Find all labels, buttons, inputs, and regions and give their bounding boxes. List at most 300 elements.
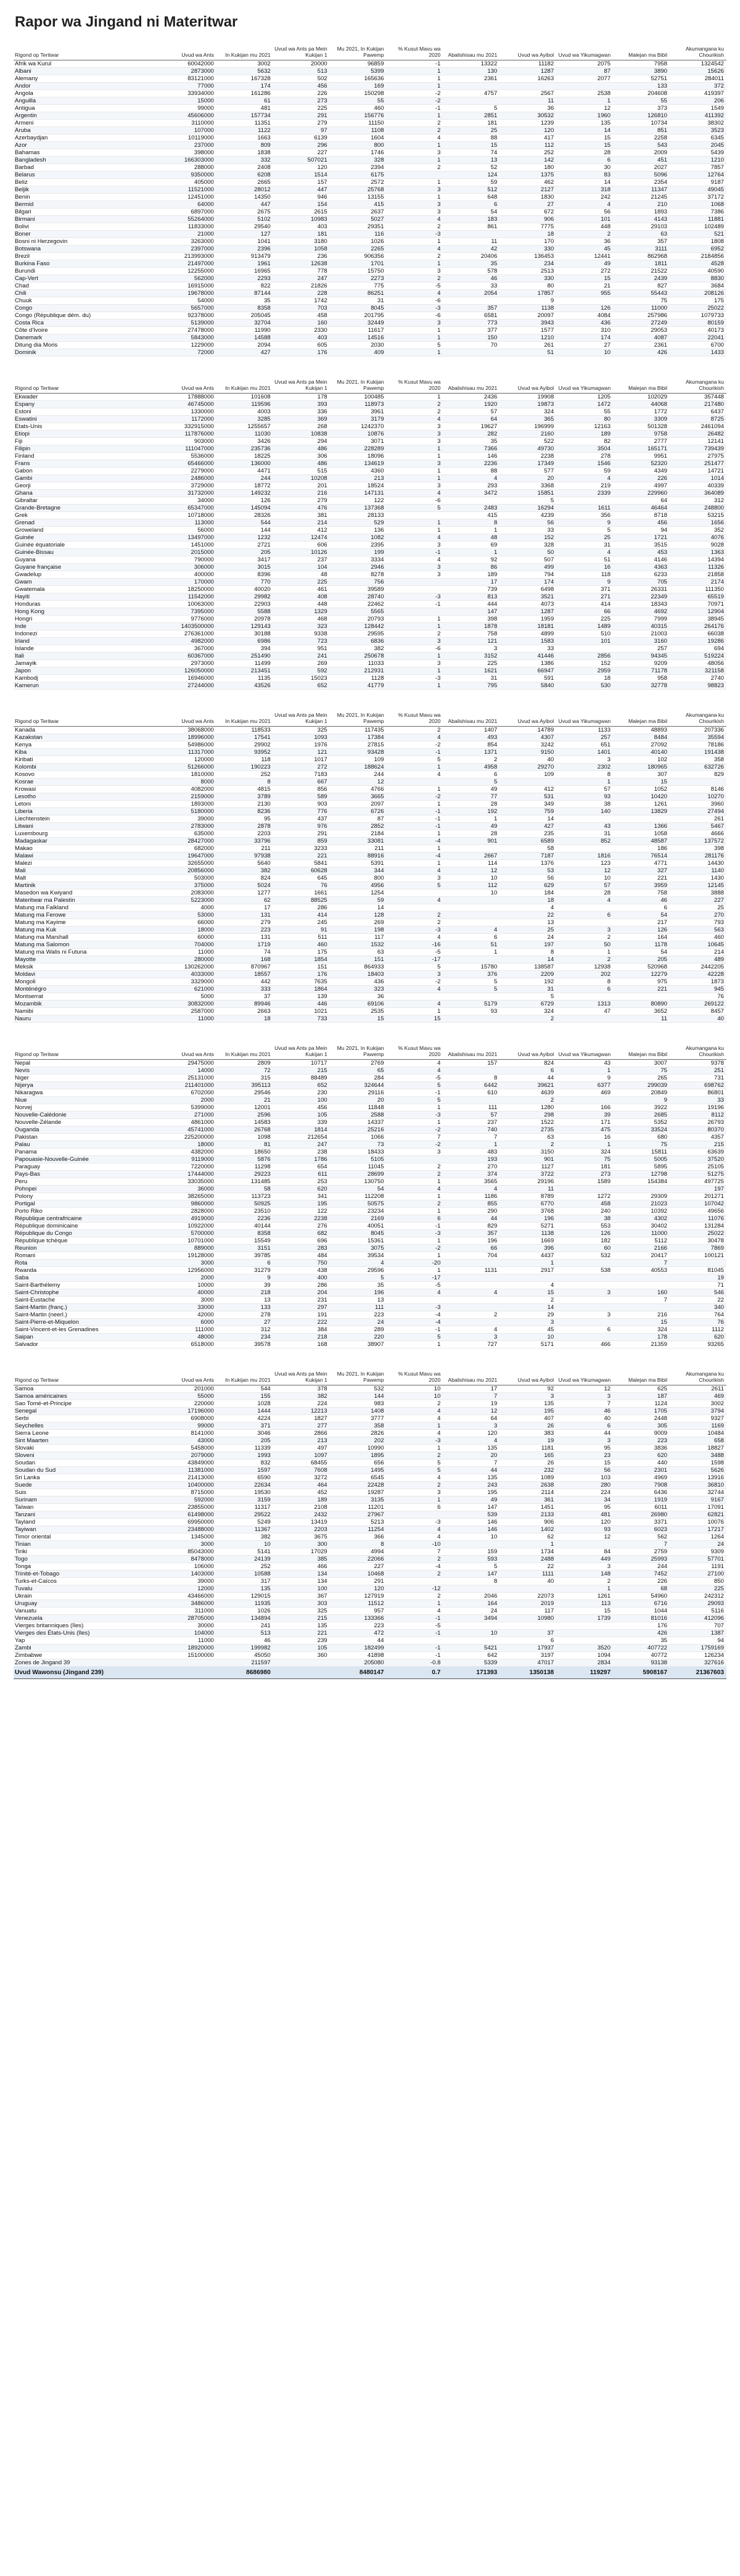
table-cell: 632726 <box>670 764 726 771</box>
table-cell: 22462 <box>330 601 387 608</box>
table-cell: 307 <box>613 771 670 778</box>
table-cell: 27967 <box>330 1511 387 1519</box>
table-row <box>14 105 726 112</box>
table-cell: 19 <box>500 1437 556 1445</box>
column-header: Akumangana ku Chourikish <box>670 378 726 394</box>
table-cell: -2 <box>387 793 443 801</box>
table-cell: 25993 <box>613 1556 670 1563</box>
table-cell: 1430 <box>670 875 726 882</box>
table-cell: 4 <box>387 134 443 142</box>
table-cell: 184 <box>500 890 556 897</box>
table-row <box>14 1519 726 1526</box>
table-row <box>14 601 726 608</box>
table-cell: 1066 <box>330 1134 387 1141</box>
table-cell: 1742 <box>273 297 330 305</box>
table-cell: 324 <box>613 1326 670 1334</box>
table-cell: 5000 <box>160 993 216 1001</box>
table-cell: 1124 <box>613 1400 670 1408</box>
table-cell: 100 <box>273 1097 330 1104</box>
table-cell: 11521000 <box>160 186 216 194</box>
table-cell: 12163 <box>556 423 613 431</box>
table-cell: 31 <box>443 675 500 682</box>
table-cell: 361 <box>500 1496 556 1504</box>
table-header <box>14 44 726 60</box>
territory-name: Azor <box>14 142 160 149</box>
table-cell: 4 <box>387 1526 443 1534</box>
table-cell: 501328 <box>613 423 670 431</box>
table-cell: 9338 <box>273 630 330 638</box>
table-cell: 635000 <box>160 830 216 838</box>
table-cell: -6 <box>387 297 443 305</box>
territory-name: Tinian <box>14 1541 160 1548</box>
table-cell: 19627 <box>443 423 500 431</box>
table-cell: 25 <box>443 127 500 134</box>
table-cell: 28012 <box>216 186 273 194</box>
table-cell: 3002 <box>670 1400 726 1408</box>
table-cell: 373 <box>613 105 670 112</box>
table-cell: 5 <box>556 527 613 534</box>
table-cell: 507021 <box>273 157 330 164</box>
table-row <box>14 808 726 815</box>
territory-name: Vierges britanniques (îles) <box>14 1622 160 1630</box>
table-cell: 4899 <box>500 630 556 638</box>
table-cell: 3002 <box>216 60 273 68</box>
table-cell: 4982000 <box>160 638 216 645</box>
table-cell: 12638 <box>273 260 330 268</box>
table-cell: 15851 <box>500 490 556 497</box>
table-cell: -2 <box>387 978 443 986</box>
territory-name: Japon <box>14 667 160 675</box>
table-cell: 2 <box>387 223 443 231</box>
table-section <box>14 711 726 1023</box>
table-cell <box>387 904 443 912</box>
table-cell: 5 <box>387 756 443 764</box>
table-cell: 2019 <box>500 1600 556 1608</box>
table-cell: 204 <box>273 1289 330 1297</box>
table-cell <box>500 1622 556 1630</box>
table-cell: 137572 <box>670 838 726 845</box>
table-cell: 32704 <box>216 320 273 327</box>
territory-name: Sao Tomé-et-Principe <box>14 1400 160 1408</box>
table-cell: 225200000 <box>160 1134 216 1141</box>
table-cell: 29351 <box>330 223 387 231</box>
table-cell: 8000 <box>160 778 216 786</box>
table-cell: 174 <box>500 579 556 586</box>
table-cell: 305 <box>613 1422 670 1430</box>
table-cell <box>613 815 670 823</box>
table-cell: 61498000 <box>160 1511 216 1519</box>
table-cell: -3 <box>387 593 443 601</box>
table-cell: 1345000 <box>160 1534 216 1541</box>
table-cell: 412096 <box>670 1615 726 1622</box>
territory-name: Niger <box>14 1075 160 1082</box>
table-cell: 1 <box>500 1541 556 1548</box>
table-cell: 4 <box>387 1415 443 1422</box>
table-cell: 543 <box>613 142 670 149</box>
table-row <box>14 231 726 238</box>
table-cell: 221 <box>613 875 670 882</box>
table-cell: 1 <box>387 112 443 120</box>
table-cell: 3242 <box>500 741 556 749</box>
table-cell: 216 <box>273 490 330 497</box>
table-cell: 66 <box>443 1245 500 1252</box>
header-row <box>14 378 726 394</box>
column-header: Malejan ma Bibil <box>613 378 670 394</box>
table-cell: 4 <box>556 475 613 482</box>
table-cell: 52 <box>443 164 500 171</box>
table-row <box>14 1645 726 1652</box>
table-cell: 1232 <box>216 534 273 542</box>
table-cell: 3071 <box>330 438 387 445</box>
territory-table <box>14 1369 726 1679</box>
table-cell: 134 <box>273 1571 330 1578</box>
table-cell: 205045 <box>216 312 273 320</box>
table-cell: 63 <box>613 231 670 238</box>
table-cell: 150298 <box>330 90 387 97</box>
table-row <box>14 1526 726 1534</box>
territory-name: Malawi <box>14 852 160 860</box>
territory-name: Peru <box>14 1178 160 1186</box>
table-cell: 248800 <box>670 505 726 512</box>
table-cell: 414 <box>556 601 613 608</box>
table-cell: 461 <box>273 586 330 593</box>
table-row <box>14 1282 726 1289</box>
table-row <box>14 1082 726 1089</box>
table-cell: 17541 <box>216 734 273 741</box>
table-cell: 300 <box>273 1541 330 1548</box>
table-cell: 1838 <box>216 149 273 157</box>
table-cell: 117876000 <box>160 431 216 438</box>
table-cell: 43526 <box>216 682 273 690</box>
table-cell: 409 <box>330 349 387 357</box>
table-cell: 87 <box>556 68 613 75</box>
table-cell: 2 <box>387 127 443 134</box>
table-cell: 12 <box>556 1534 613 1541</box>
table-cell: 460 <box>670 934 726 941</box>
table-cell: 62821 <box>670 1511 726 1519</box>
table-cell: 135 <box>556 120 613 127</box>
table-row <box>14 927 726 934</box>
table-row <box>14 1504 726 1511</box>
territory-name: Dominik <box>14 349 160 357</box>
column-header: Abalishisau mu 2021 <box>443 711 500 727</box>
territory-name: Argentin <box>14 112 160 120</box>
table-cell: 23 <box>556 1452 613 1459</box>
table-cell: 8236 <box>216 808 273 815</box>
table-cell: 1408 <box>330 1408 387 1415</box>
table-cell: 38265000 <box>160 1193 216 1200</box>
table-row <box>14 453 726 460</box>
table-cell: 32778 <box>613 682 670 690</box>
table-cell <box>443 919 500 927</box>
table-cell: 12141 <box>670 438 726 445</box>
header-row <box>14 1044 726 1060</box>
table-cell: 680 <box>613 1134 670 1141</box>
table-cell: 3075 <box>330 1245 387 1252</box>
table-cell: 800 <box>330 875 387 882</box>
table-cell: 733 <box>273 1015 330 1023</box>
table-row <box>14 875 726 882</box>
table-cell: 5005 <box>613 1156 670 1163</box>
table-cell: 2361 <box>613 342 670 349</box>
table-cell: 106000 <box>160 1563 216 1571</box>
territory-name: Itali <box>14 653 160 660</box>
table-row <box>14 964 726 971</box>
table-cell: 1242370 <box>330 423 387 431</box>
table-cell: 360 <box>273 1652 330 1659</box>
territory-name: Niue <box>14 1097 160 1104</box>
table-cell: 14430 <box>670 860 726 867</box>
table-cell: 4 <box>387 986 443 993</box>
table-cell: 228 <box>273 290 330 297</box>
table-cell: 20 <box>500 475 556 482</box>
table-cell: 2408 <box>216 164 273 171</box>
table-row <box>14 408 726 416</box>
table-cell: 6897000 <box>160 208 216 216</box>
territory-name: Liechtenstein <box>14 815 160 823</box>
table-cell: 10990 <box>330 1445 387 1452</box>
table-cell: 15 <box>443 142 500 149</box>
table-cell: 51 <box>500 349 556 357</box>
table-cell: 1 <box>387 453 443 460</box>
table-cell: 315 <box>216 1075 273 1082</box>
table-cell: 16946000 <box>160 675 216 682</box>
table-cell: 51275 <box>670 1171 726 1178</box>
table-cell: 3960 <box>670 801 726 808</box>
table-cell: -4 <box>387 1311 443 1319</box>
table-cell: 18 <box>500 231 556 238</box>
table-cell: 827 <box>613 283 670 290</box>
table-row <box>14 445 726 453</box>
table-cell: 14337 <box>330 1119 387 1126</box>
table-cell: 12956000 <box>160 1267 216 1274</box>
table-cell: 889000 <box>160 1245 216 1252</box>
table-cell: -2 <box>387 1126 443 1134</box>
table-cell: 56 <box>556 1467 613 1474</box>
table-cell: 521 <box>670 231 726 238</box>
table-cell: 1 <box>387 1008 443 1015</box>
table-cell: 436 <box>330 978 387 986</box>
table-cell: 11351 <box>216 120 273 127</box>
territory-name: Zimbabwe <box>14 1652 160 1659</box>
table-cell: 1816 <box>556 852 613 860</box>
table-cell: 252 <box>500 149 556 157</box>
table-cell: 23855000 <box>160 1504 216 1511</box>
table-cell: 10718000 <box>160 512 216 519</box>
table-cell: 18403 <box>330 971 387 978</box>
table-cell: 235 <box>500 830 556 838</box>
table-cell: 3 <box>387 564 443 571</box>
table-row <box>14 867 726 875</box>
table-cell: 18433 <box>330 1149 387 1156</box>
table-cell: 419397 <box>670 90 726 97</box>
table-cell: 20097 <box>500 312 556 320</box>
table-cell: 224 <box>273 1400 330 1408</box>
table-cell: 175 <box>273 949 330 956</box>
table-cell: 10701000 <box>160 1237 216 1245</box>
table-cell: 2075 <box>556 60 613 68</box>
territory-name: Nauru <box>14 1015 160 1023</box>
table-cell: 15 <box>556 1459 613 1467</box>
table-cell: 3 <box>556 756 613 764</box>
table-cell: 12213 <box>273 1408 330 1415</box>
table-cell: 111 <box>330 1304 387 1311</box>
table-cell <box>613 1282 670 1289</box>
table-cell: -0.8 <box>387 1659 443 1667</box>
table-cell: 2873000 <box>160 68 216 75</box>
column-header: Uvud wa Yikumagwan <box>556 711 613 727</box>
table-cell: 462 <box>500 179 556 186</box>
table-row <box>14 564 726 571</box>
table-cell: 11881 <box>670 216 726 223</box>
table-cell: 4 <box>387 416 443 423</box>
table-cell: 25105 <box>670 1163 726 1171</box>
table-cell: 658 <box>670 1437 726 1445</box>
table-cell: 955 <box>556 290 613 297</box>
territory-name: Venezuela <box>14 1615 160 1622</box>
table-cell: 4 <box>387 1534 443 1541</box>
column-header: Uvud wa Ants <box>160 44 216 60</box>
table-cell: 6208 <box>216 171 273 179</box>
table-cell: 1864 <box>273 986 330 993</box>
table-row <box>14 675 726 682</box>
table-cell: 49 <box>443 823 500 830</box>
table-row <box>14 179 726 186</box>
table-row <box>14 1341 726 1348</box>
table-cell: 1052 <box>613 786 670 793</box>
table-cell: -3 <box>387 1230 443 1237</box>
table-cell <box>500 778 556 786</box>
column-header: % Kusut Mavu wa 2020 <box>387 711 443 727</box>
table-cell: 35 <box>216 297 273 305</box>
territory-name: Tayiwan <box>14 1526 160 1534</box>
table-row <box>14 786 726 793</box>
territory-name: Guyana <box>14 556 160 564</box>
table-cell: 1811 <box>613 260 670 268</box>
territory-name: Palau <box>14 1141 160 1149</box>
table-cell: 46 <box>556 1408 613 1415</box>
table-cell: 240 <box>556 1208 613 1215</box>
table-cell: 2 <box>387 120 443 127</box>
table-cell <box>443 993 500 1001</box>
table-cell: 682000 <box>160 845 216 852</box>
territory-name: Saint-Martin (franç.) <box>14 1304 160 1311</box>
table-row <box>14 120 726 127</box>
table-cell: 129015 <box>216 1593 273 1600</box>
table-cell: 277 <box>273 1422 330 1430</box>
table-cell: 1375 <box>500 171 556 179</box>
territory-name: Pohnpei <box>14 1186 160 1193</box>
table-cell: 28705000 <box>160 1615 216 1622</box>
column-header: Mu 2021, In Kukijan Pawemp <box>330 1369 387 1385</box>
table-cell: 2828000 <box>160 1208 216 1215</box>
table-cell: 1532 <box>330 941 387 949</box>
table-cell: 27244000 <box>160 682 216 690</box>
table-cell: 55000 <box>160 1393 216 1400</box>
table-cell: 10 <box>443 875 500 882</box>
table-cell: 46 <box>613 897 670 904</box>
table-cell: 378 <box>273 1385 330 1393</box>
table-cell: 382 <box>216 1534 273 1541</box>
table-cell <box>556 1282 613 1289</box>
table-row <box>14 801 726 808</box>
table-cell: 61 <box>216 97 273 105</box>
table-cell: -2 <box>387 90 443 97</box>
table-cell: 1330000 <box>160 408 216 416</box>
table-cell: 620 <box>670 1334 726 1341</box>
table-cell: 703 <box>273 305 330 312</box>
table-cell: 88525 <box>273 897 330 904</box>
table-cell: 205 <box>216 1437 273 1445</box>
table-cell: 1 <box>387 334 443 342</box>
table-cell: 271 <box>556 593 613 601</box>
table-cell: 1181 <box>500 1445 556 1452</box>
table-cell: 48 <box>443 534 500 542</box>
table-cell: 440 <box>613 1459 670 1467</box>
table-cell: 1 <box>443 949 500 956</box>
table-cell: 7 <box>613 1297 670 1304</box>
table-cell: 3 <box>556 927 613 934</box>
table-cell: 2769 <box>330 1060 387 1067</box>
table-cell: 682 <box>273 1230 330 1237</box>
table-cell: 50 <box>500 549 556 556</box>
territory-name: Pakistan <box>14 1134 160 1141</box>
territory-name: Chili <box>14 290 160 297</box>
table-cell: 176 <box>613 1622 670 1630</box>
table-cell: 33000 <box>160 1304 216 1311</box>
table-cell: 212931 <box>330 667 387 675</box>
table-cell: 221 <box>613 986 670 993</box>
table-cell: 426 <box>613 349 670 357</box>
table-cell: 27815 <box>330 741 387 749</box>
table-row <box>14 579 726 586</box>
table-cell: 2127 <box>500 186 556 194</box>
table-cell <box>387 1511 443 1519</box>
table-cell: 3 <box>387 208 443 216</box>
table-cell: 3197 <box>500 1652 556 1659</box>
table-cell: 191438 <box>670 749 726 756</box>
table-cell: 2 <box>387 1171 443 1178</box>
table-cell: 198 <box>330 927 387 934</box>
table-cell: 152 <box>556 660 613 667</box>
table-cell: 367000 <box>160 645 216 653</box>
table-cell: 3 <box>387 438 443 445</box>
table-row <box>14 1289 726 1297</box>
table-cell: -1 <box>387 1630 443 1637</box>
table-cell: 15 <box>613 778 670 786</box>
table-cell: 10 <box>500 1334 556 1341</box>
table-cell: 8725 <box>670 416 726 423</box>
table-cell: 26768 <box>216 1126 273 1134</box>
table-cell: 5 <box>387 1334 443 1341</box>
table-cell: -5 <box>387 283 443 290</box>
table-row <box>14 764 726 771</box>
territory-name: Martinik <box>14 882 160 890</box>
table-cell: 1272 <box>556 1193 613 1200</box>
table-cell: 101608 <box>216 394 273 401</box>
table-cell: 44068 <box>613 401 670 408</box>
table-cell: 6 <box>500 1067 556 1075</box>
territory-name: Ditung dia Moris <box>14 342 160 349</box>
table-cell: 22041 <box>670 334 726 342</box>
table-cell <box>556 845 613 852</box>
table-cell: 5843000 <box>160 334 216 342</box>
table-cell: 1026 <box>216 1608 273 1615</box>
table-cell: 225 <box>273 105 330 112</box>
table-cell: 45 <box>556 246 613 253</box>
table-cell: 2394 <box>330 164 387 171</box>
table-cell <box>387 512 443 519</box>
